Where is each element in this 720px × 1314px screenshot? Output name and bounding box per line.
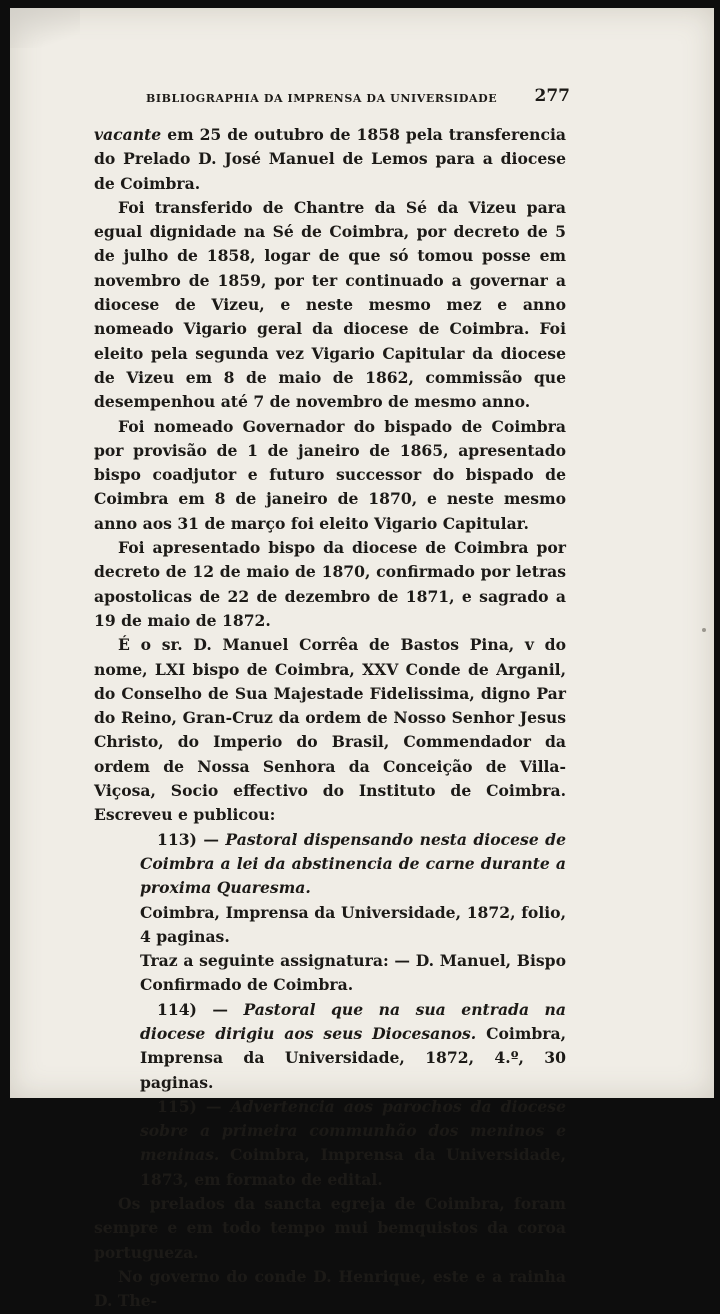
- entry-title: Pastoral que na sua entrada na diocese dirigiu aos seus Diocesanos.: [140, 999, 566, 1043]
- page-header: [146, 88, 570, 112]
- paragraph-text: em 25 de outubro de 1858 pela transferencia do Prelado D. José Manuel de Lemos para a diocese de Coimbra.: [94, 125, 566, 193]
- paragraph: No governo do conde D. Henrique, este e a rainha D. The-: [94, 1266, 566, 1311]
- entry-title: Advertencia aos parochos da diocese sobre a primeira communhão dos meninos e meninas.: [140, 1096, 566, 1165]
- running-title: BIBLIOGRAPHIA DA IMPRENSA DA UNIVERSIDADE: [146, 92, 498, 105]
- body-text: [94, 123, 566, 1314]
- paragraph: Foi apresentado bispo da diocese de Coimbra por decreto de 12 de maio de 1870, confirmado por letras apostolicas de 22 de dezembro de 1871, e sagrado a 19 de maio de 1872.: [94, 538, 566, 630]
- entry-number: 114) —: [157, 999, 244, 1019]
- paragraph: [94, 123, 566, 196]
- entry-details: Coimbra, Imprensa da Universidade, 1873, em formato de edital.: [140, 1145, 566, 1189]
- italic-word: vacante: [94, 125, 162, 144]
- paper-speck: [702, 628, 706, 632]
- bibliography-entry: [94, 1095, 566, 1192]
- entry-number: 115) —: [157, 1096, 231, 1116]
- paragraph: É o sr. D. Manuel Corrêa de Bastos Pina, v do nome, LXI bispo de Coimbra, XXV Conde de Arganil, do Conselho de Sua Majestade Fidelissima, digno Par do Reino, Gran-Cruz da ordem de Nosso Senhor Jesus Christo, do Imperio do Brasil, Commendador da ordem de Nossa Senhora da Conceição de Villa-Viçosa, Socio effectivo do Instituto de Coimbra. Escreveu e publicou:: [94, 635, 566, 825]
- bibliography-entry: [94, 828, 566, 901]
- page-number: 277: [534, 86, 570, 106]
- paragraph: Foi nomeado Governador do bispado de Coimbra por provisão de 1 de janeiro de 1865, apresentado bispo coadjutor e futuro successor do bispado de Coimbra em 8 de janeiro de 1870, e neste mesmo anno aos 31 de março foi eleito Vigario Capitular.: [94, 416, 566, 533]
- entry-title: Pastoral dispensando nesta diocese de Coimbra a lei da abstinencia de carne durante a proxima Quaresma.: [140, 829, 566, 898]
- book-page: [10, 8, 714, 1311]
- paragraph: Foi transferido de Chantre da Sé da Vizeu para egual dignidade na Sé de Coimbra, por decreto de 5 de julho de 1858, logar de que só tomou posse em novembro de 1859, por ter continuado a governar a diocese de Vizeu, e neste mesmo mez e anno nomeado Vigario geral da diocese de Coimbra. Foi eleito pela segunda vez Vigario Capitular da diocese de Vizeu em 8 de maio de 1862, commissão que desempenhou até 7 de novembro de mesmo anno.: [94, 197, 566, 412]
- entry-details: Coimbra, Imprensa da Universidade, 1872, 4.º, 30 paginas.: [140, 1023, 566, 1092]
- entry-details: Coimbra, Imprensa da Universidade, 1872, folio, 4 paginas.: [140, 902, 566, 946]
- entry-number: 113) —: [157, 829, 226, 849]
- paragraph: Os prelados da sancta egreja de Coimbra, foram sempre e em todo tempo mui bemquistos da coroa portugueza.: [94, 1194, 566, 1262]
- bibliography-entry: [94, 998, 566, 1095]
- entry-note: Traz a seguinte assignatura: — D. Manuel, Bispo Confirmado de Coimbra.: [140, 951, 566, 995]
